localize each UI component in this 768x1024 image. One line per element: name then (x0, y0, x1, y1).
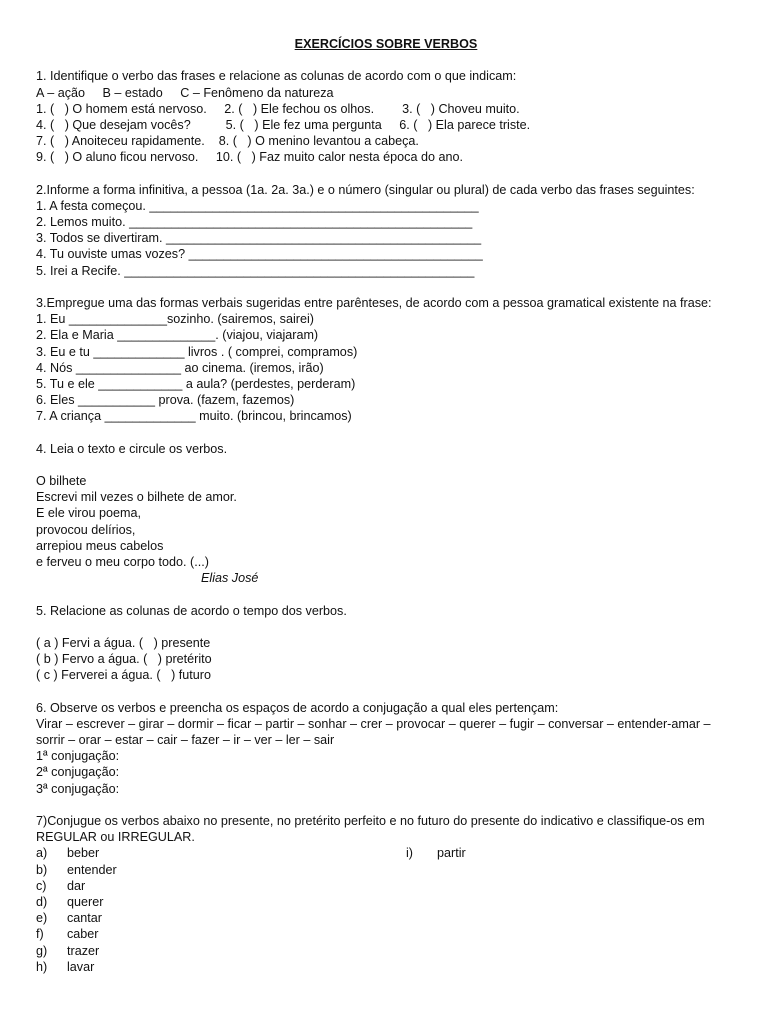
q7-item-label: c) (36, 878, 47, 893)
question-5 (36, 603, 736, 684)
q1-row: 9. ( ) O aluno ficou nervoso. 10. ( ) Faz muito calor nesta época do ano. (36, 150, 464, 165)
q7-prompt: 7)Conjugue os verbos abaixo no presente, no pretérito perfeito e no futuro do presente do indicativo e classifique-os em REGULAR ou IRREGULAR. (36, 814, 705, 845)
q5-item: ( b ) Fervo a água. ( ) pretérito (36, 652, 212, 667)
poem-line: arrepiou meus cabelos (36, 538, 164, 553)
q5-item: ( a ) Fervi a água. ( ) presente (36, 635, 211, 650)
q7-item (36, 862, 736, 878)
q7-item (36, 943, 736, 959)
q2-prompt: 2.Informe a forma infinitiva, a pessoa (1a. 2a. 3a.) e o número (singular ou plural) de cada verbo das frases seguintes: (36, 182, 695, 197)
q7-item-verb: trazer (67, 943, 100, 958)
q7-item-verb: lavar (67, 959, 95, 974)
question-4 (36, 441, 736, 587)
q7-item-verb: querer (67, 895, 104, 909)
q7-item-verb: caber (67, 927, 99, 942)
poem-line: e ferveu o meu corpo todo. (...) (36, 555, 209, 569)
q7-item (36, 910, 736, 926)
q7-item-label: e) (36, 911, 48, 926)
q7-item-verb: partir (437, 846, 466, 861)
q4-prompt: 4. Leia o texto e circule os verbos. (36, 441, 228, 456)
q6-verb-list: Virar – escrever – girar – dormir – ficar – partir – sonhar – crer – provocar – querer – fugir – conversar – entender-amar – sorrir – orar – estar – cair – fazer – ir – ver – ler – sair (36, 716, 711, 748)
q7-item-label: g) (36, 943, 48, 958)
q3-prompt: 3.Empregue uma das formas verbais sugeridas entre parênteses, de acordo com a pessoa gramatical existente na frase: (36, 296, 712, 310)
q7-item (36, 878, 736, 894)
conjugation-3-label: 3ª conjugação: (36, 781, 120, 796)
q7-item-verb: beber (67, 846, 100, 861)
q6-prompt: 6. Observe os verbos e preencha os espaços de acordo a conjugação a qual eles pertençam: (36, 700, 559, 715)
document-title: EXERCÍCIOS SOBRE VERBOS (294, 37, 478, 51)
q7-item-verb: dar (67, 878, 86, 893)
question-3 (36, 295, 736, 425)
q1-prompt: 1. Identifique o verbo das frases e relacione as colunas de acordo com o que indicam: (36, 69, 517, 84)
q7-item (36, 959, 736, 975)
q7-item (36, 894, 736, 910)
q5-prompt: 5. Relacione as colunas de acordo o tempo dos verbos. (36, 603, 347, 618)
q7-item-label: d) (36, 895, 48, 909)
q2-item: 5. Irei a Recife. __________________________________________________ (36, 263, 475, 278)
q1-row: 4. ( ) Que desejam vocês? 5. ( ) Ele fez uma pergunta 6. ( ) Ela parece triste. (36, 117, 531, 132)
poem-title: O bilhete (36, 474, 87, 489)
q1-legend: A – ação B – estado C – Fenômeno da natureza (36, 85, 334, 100)
question-7 (36, 813, 736, 975)
q7-item-label: h) (36, 959, 48, 974)
q3-item: 7. A criança _____________ muito. (brincou, brincamos) (36, 409, 352, 424)
q3-item: 1. Eu ______________sozinho. (sairemos, sairei) (36, 312, 314, 327)
question-6 (36, 700, 736, 797)
poem-line: Escrevi mil vezes o bilhete de amor. (36, 490, 237, 505)
poem-line: E ele virou poema, (36, 506, 142, 521)
q7-item-verb: entender (67, 862, 117, 877)
q7-item-verb: cantar (67, 911, 103, 926)
q2-item: 3. Todos se divertiram. _____________________________________________ (36, 231, 482, 246)
q3-item: 4. Nós _______________ ao cinema. (iremos, irão) (36, 360, 324, 375)
poem-author: Elias José (201, 571, 259, 586)
q3-item: 5. Tu e ele ____________ a aula? (perdestes, perderam) (36, 376, 356, 391)
q3-item: 6. Eles ___________ prova. (fazem, fazemos) (36, 393, 295, 408)
question-1 (36, 68, 736, 165)
conjugation-2-label: 2ª conjugação: (36, 765, 120, 780)
q2-item: 2. Lemos muito. _________________________________________________ (36, 215, 473, 230)
poem-line: provocou delírios, (36, 522, 136, 537)
q2-item: 1. A festa começou. _______________________________________________ (36, 198, 479, 213)
q7-item (36, 926, 736, 942)
q7-item-label: i) (406, 846, 413, 861)
conjugation-1-label: 1ª conjugação: (36, 749, 120, 764)
q5-item: ( c ) Ferverei a água. ( ) futuro (36, 668, 211, 683)
q7-item-label: a) (36, 846, 48, 861)
question-2 (36, 182, 736, 279)
q7-item-label: f) (36, 927, 44, 942)
q2-item: 4. Tu ouviste umas vozes? __________________________________________ (36, 247, 483, 262)
q1-row: 1. ( ) O homem está nervoso. 2. ( ) Ele fechou os olhos. 3. ( ) Choveu muito. (36, 101, 520, 116)
q3-item: 3. Eu e tu _____________ livros . ( comprei, compramos) (36, 344, 358, 359)
q1-row: 7. ( ) Anoiteceu rapidamente. 8. ( ) O menino levantou a cabeça. (36, 134, 419, 149)
q7-item (36, 845, 736, 861)
document-page (36, 36, 736, 975)
q7-item-label: b) (36, 862, 48, 877)
q3-item: 2. Ela e Maria ______________. (viajou, viajaram) (36, 328, 319, 343)
q7-item-extra (406, 845, 466, 861)
